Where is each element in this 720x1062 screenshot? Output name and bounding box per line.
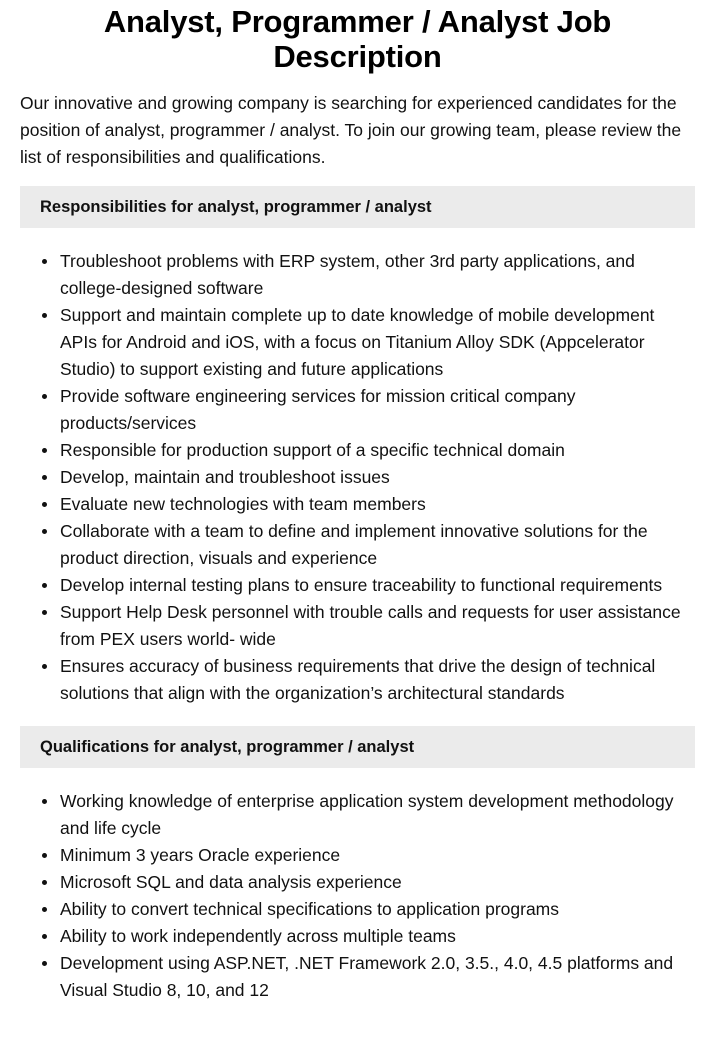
list-item-text: Responsible for production support of a specific technical domain <box>60 440 565 460</box>
list-item <box>60 896 695 923</box>
list-item-text: Collaborate with a team to define and implement innovative solutions for the product direction, visuals and experience <box>60 521 648 568</box>
list-item-text: Ability to convert technical specifications to application programs <box>60 899 559 919</box>
list-item-text: Support Help Desk personnel with trouble calls and requests for user assistance from PEX users world- wide <box>60 602 681 649</box>
bullet-icon <box>42 313 47 318</box>
list-item <box>60 599 695 653</box>
list-item <box>60 788 695 842</box>
responsibilities-list <box>20 248 695 707</box>
list-item <box>60 572 695 599</box>
responsibilities-header: Responsibilities for analyst, programmer / analyst <box>20 186 695 228</box>
bullet-icon <box>42 799 47 804</box>
list-item <box>60 869 695 896</box>
bullet-icon <box>42 502 47 507</box>
list-item-text: Provide software engineering services for mission critical company products/services <box>60 386 576 433</box>
bullet-icon <box>42 583 47 588</box>
bullet-icon <box>42 259 47 264</box>
list-item <box>60 491 695 518</box>
bullet-icon <box>42 961 47 966</box>
bullet-icon <box>42 610 47 615</box>
list-item-text: Develop internal testing plans to ensure traceability to functional requirements <box>60 575 663 595</box>
bullet-icon <box>42 529 47 534</box>
qualifications-header: Qualifications for analyst, programmer / analyst <box>20 726 695 768</box>
list-item-text: Ability to work independently across multiple teams <box>60 926 456 946</box>
bullet-icon <box>42 853 47 858</box>
list-item-text: Working knowledge of enterprise application system development methodology and life cycle <box>60 791 674 838</box>
list-item <box>60 302 695 383</box>
bullet-icon <box>42 907 47 912</box>
list-item-text: Development using ASP.NET, .NET Framework 2.0, 3.5., 4.0, 4.5 platforms and Visual Studio 8, 10, and 12 <box>60 953 674 1000</box>
list-item <box>60 653 695 707</box>
list-item-text: Support and maintain complete up to date knowledge of mobile development APIs for Android and iOS, with a focus on Titanium Alloy SDK (Appcelerator Studio) to support existing and future applications <box>60 305 655 379</box>
bullet-icon <box>42 475 47 480</box>
bullet-icon <box>42 448 47 453</box>
list-item <box>60 842 695 869</box>
list-item <box>60 923 695 950</box>
list-item <box>60 464 695 491</box>
page-title: Analyst, Programmer / Analyst Job Description <box>103 4 612 74</box>
list-item <box>60 383 695 437</box>
list-item-text: Ensures accuracy of business requirements that drive the design of technical solutions that align with the organization’s architectural standards <box>60 656 656 703</box>
qualifications-list <box>20 788 695 1004</box>
list-item-text: Minimum 3 years Oracle experience <box>60 845 341 865</box>
list-item-text: Troubleshoot problems with ERP system, other 3rd party applications, and college-designed software <box>60 251 635 298</box>
list-item <box>60 518 695 572</box>
list-item-text: Evaluate new technologies with team members <box>60 494 426 514</box>
bullet-icon <box>42 880 47 885</box>
list-item <box>60 248 695 302</box>
list-item-text: Microsoft SQL and data analysis experience <box>60 872 402 892</box>
bullet-icon <box>42 394 47 399</box>
bullet-icon <box>42 664 47 669</box>
intro-paragraph: Our innovative and growing company is searching for experienced candidates for the position of analyst, programmer / analyst. To join our growing team, please review the list of responsibilities and qualifications. <box>20 93 682 167</box>
list-item <box>60 950 695 1004</box>
bullet-icon <box>42 934 47 939</box>
list-item <box>60 437 695 464</box>
list-item-text: Develop, maintain and troubleshoot issues <box>60 467 390 487</box>
